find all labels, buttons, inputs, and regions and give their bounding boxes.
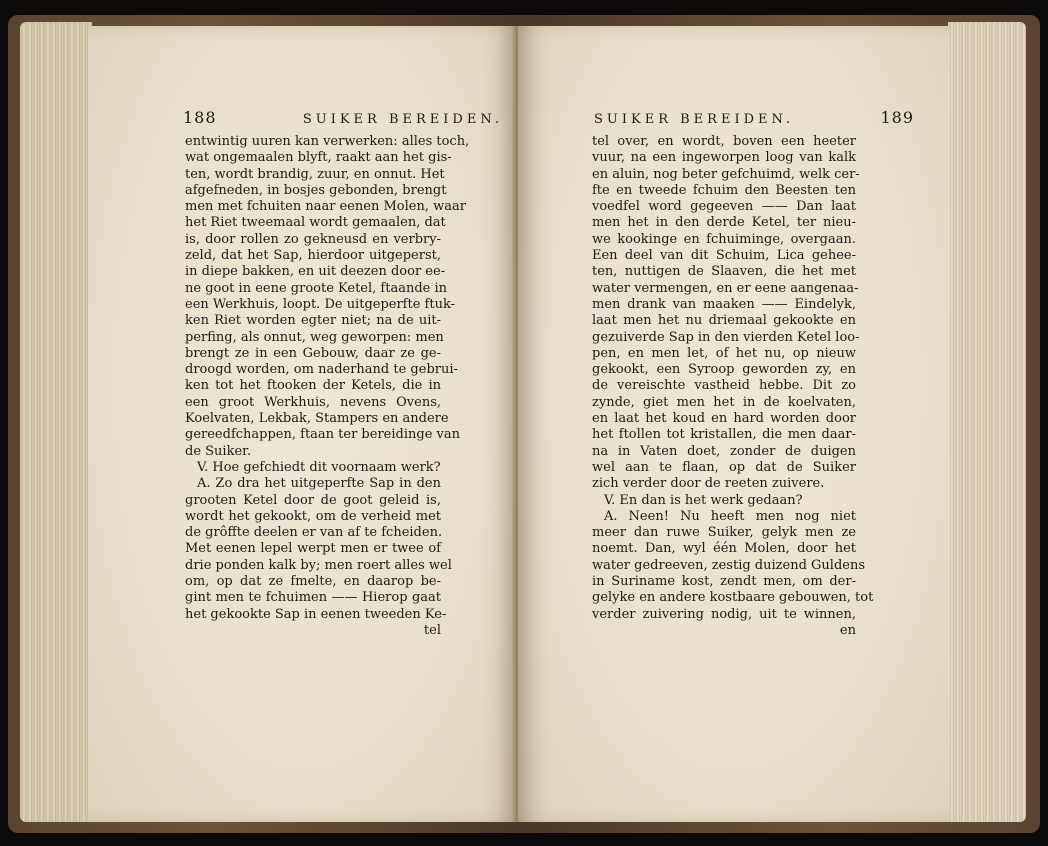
text-line: fte en tweede fchuim den Beesten ten xyxy=(592,182,856,198)
left-page xyxy=(88,26,516,822)
text-line: ten, wordt brandig, zuur, en onnut. Het xyxy=(185,166,445,182)
text-line: een Werkhuis, loopt. De uitgeperfte ftuk- xyxy=(185,296,455,312)
text-line: de Suiker. xyxy=(185,443,252,459)
text-line: om, op dat ze fmelte, en daarop be- xyxy=(185,574,441,590)
text-line: zeld, dat het Sap, hierdoor uitgeperst, xyxy=(185,248,441,264)
text-line: ne goot in eene groote Ketel, ftaande in xyxy=(185,280,447,296)
text-line: entwintig uuren kan verwerken: alles toch, xyxy=(185,134,470,149)
text-line: perfing, als onnut, weg geworpen: men xyxy=(185,329,444,345)
text-line: laat men het nu driemaal gekookte en xyxy=(592,313,856,329)
right-page-number: 189 xyxy=(880,108,914,127)
text-line: wat ongemaalen blyft, raakt aan het gis- xyxy=(185,150,452,166)
text-line: het Riet tweemaal wordt gemaalen, dat xyxy=(185,215,446,231)
right-page-text xyxy=(592,134,874,639)
text-line: een groot Werkhuis, nevens Ovens, xyxy=(185,394,441,410)
left-running-head: SUIKER BEREIDEN. xyxy=(302,112,503,127)
text-line: gint men te fchuimen —— Hierop gaat xyxy=(185,590,441,606)
right-page xyxy=(518,26,950,822)
text-line: en xyxy=(839,622,856,638)
right-page-edges xyxy=(948,22,1026,822)
text-line: brengt ze in een Gebouw, daar ze ge- xyxy=(185,345,441,361)
text-line: in diepe bakken, en uit deezen door ee- xyxy=(185,264,446,280)
text-line: A. Zo dra het uitgeperfte Sap in den xyxy=(197,476,441,492)
text-line: gezuiverde Sap in den vierden Ketel loo- xyxy=(592,329,860,345)
text-line: Koelvaten, Lekbak, Stampers en andere xyxy=(185,411,449,427)
text-line: afgefneden, in bosjes gebonden, brengt xyxy=(185,182,447,198)
text-line: men het in den derde Ketel, ter nieu- xyxy=(592,215,856,231)
left-page-number: 188 xyxy=(183,108,217,127)
text-line: zynde, giet men het in de koelvaten, xyxy=(592,394,856,410)
left-page-edges xyxy=(20,22,92,822)
text-line: wordt het gekookt, om de verheid met xyxy=(185,508,441,524)
text-line: pen, en men let, of het nu, op nieuw xyxy=(592,345,856,361)
text-line: zich verder door de reeten zuivere. xyxy=(592,476,825,492)
text-line: men drank van maaken —— Eindelyk, xyxy=(592,296,856,312)
text-line: drie ponden kalk by; men roert alles wel xyxy=(185,557,452,573)
text-line: water vermengen, en er eene aangenaa- xyxy=(592,280,859,296)
text-line: na in Vaten doet, zonder de duigen xyxy=(592,443,856,459)
text-line: gelyke en andere kostbaare gebouwen, tot xyxy=(592,590,874,606)
text-line: ten, nuttigen de Slaaven, die het met xyxy=(592,264,856,280)
text-line: Een deel van dit Schuim, Lica gehee- xyxy=(592,248,856,264)
text-line: in Suriname kost, zendt men, om der- xyxy=(592,574,856,590)
text-line: tel over, en wordt, boven een heeter xyxy=(592,134,856,149)
text-line: noemt. Dan, wyl één Molen, door het xyxy=(592,541,856,557)
text-line: grooten Ketel door de goot geleid is, xyxy=(185,492,441,508)
text-line: gereedfchappen, ftaan ter bereidinge van xyxy=(185,427,460,443)
text-line: gekookt, een Syroop geworden zy, en xyxy=(592,362,856,378)
text-line: voedfel word gegeeven —— Dan laat xyxy=(592,199,856,215)
text-line: V. Hoe gefchiedt dit voornaam werk? xyxy=(197,459,441,475)
right-page-header xyxy=(594,108,914,127)
text-line: vuur, na een ingeworpen loog van kalk xyxy=(592,150,856,166)
text-line: en laat het koud en hard worden door xyxy=(592,411,856,427)
text-line: droogd worden, om naderhand te gebrui- xyxy=(185,362,458,378)
text-line: en aluin, nog beter gefchuimd, welk cer- xyxy=(592,166,860,182)
text-line: men met fchuiten naar eenen Molen, waar xyxy=(185,199,466,215)
text-line: A. Neen! Nu heeft men nog niet xyxy=(604,508,856,524)
text-line: water gedreeven, zestig duizend Guldens xyxy=(592,557,865,573)
text-line: de vereischte vastheid hebbe. Dit zo xyxy=(592,378,856,394)
text-line: V. En dan is het werk gedaan? xyxy=(604,492,803,508)
text-line: wel aan te flaan, op dat de Suiker xyxy=(592,459,856,475)
text-line: we kookinge en fchuiminge, overgaan. xyxy=(592,231,856,247)
text-line: is, door rollen zo gekneusd en verbry- xyxy=(185,231,441,247)
text-line: het ftollen tot kristallen, die men daar- xyxy=(592,427,856,443)
right-running-head: SUIKER BEREIDEN. xyxy=(594,112,795,127)
text-line: ken Riet worden egter niet; na de uit- xyxy=(185,313,441,329)
text-line: Met eenen lepel werpt men er twee of xyxy=(185,541,441,557)
text-line: het gekookte Sap in eenen tweeden Ke- xyxy=(185,606,447,622)
text-line: tel xyxy=(423,622,441,638)
text-line: de grôffte deelen er van af te fcheiden. xyxy=(185,525,443,541)
left-page-header xyxy=(183,108,503,127)
text-line: ken tot het ftooken der Ketels, die in xyxy=(185,378,441,394)
text-line: meer dan ruwe Suiker, gelyk men ze xyxy=(592,525,856,541)
left-page-text xyxy=(185,134,470,639)
text-line: verder zuivering nodig, uit te winnen, xyxy=(592,606,856,622)
